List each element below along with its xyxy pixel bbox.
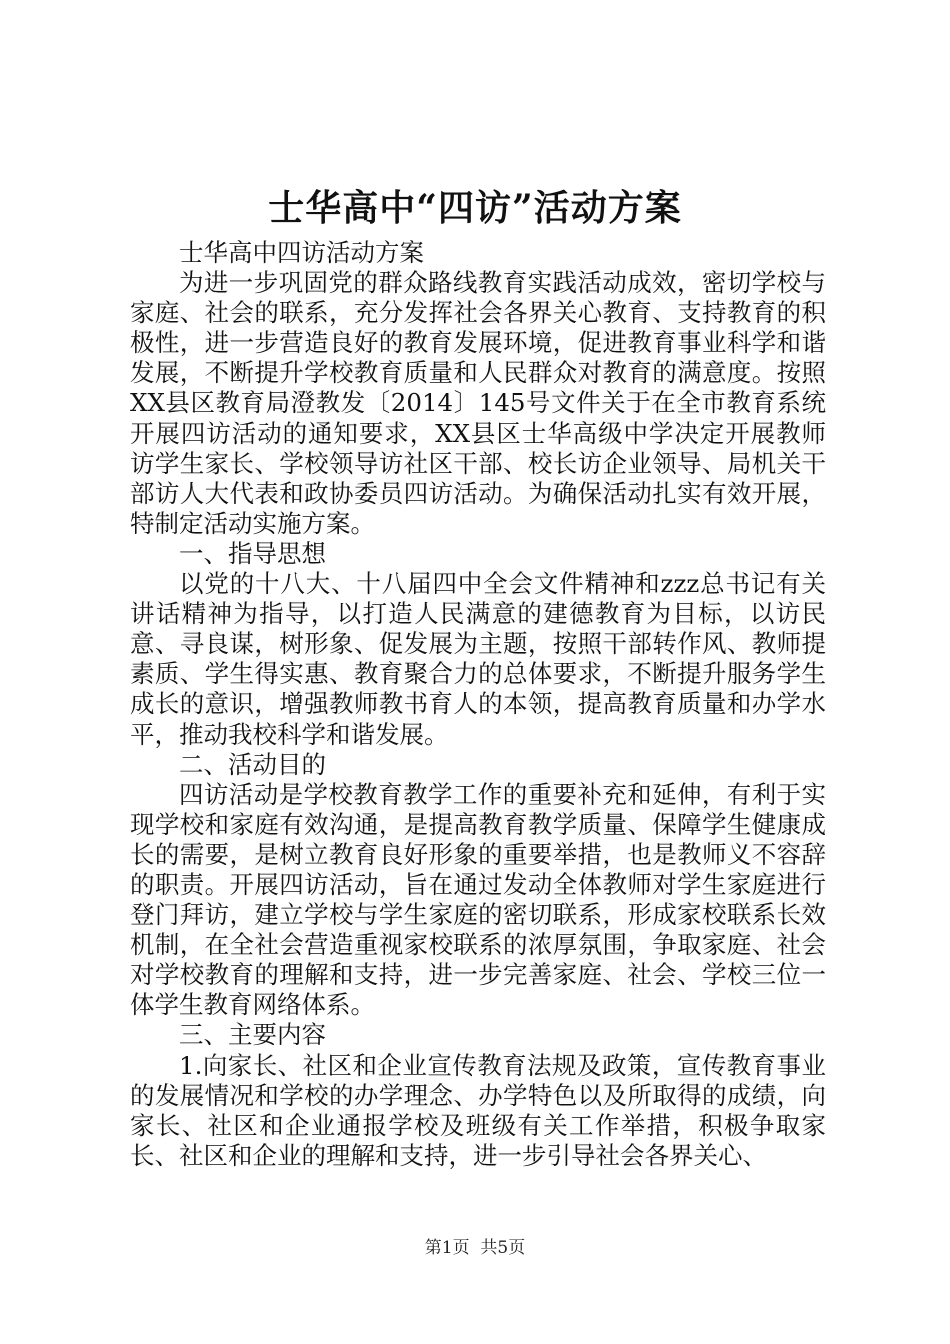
page-number: 第1页 [424, 1238, 470, 1258]
section-heading-guiding-ideology: 一、指导思想 [179, 538, 326, 568]
subtitle-paragraph: 士华高中四访活动方案 [179, 238, 424, 267]
main-content-item-1: 1.向家长、社区和企业宣传教育法规及政策，宣传教育事业的发展情况和学校的办学理念、办学特色以及所取得的成绩，向家长、社区和企业通报学校及班级有关工作举措，积极争取家长、社区和企业的理解和支持，进一步引导社会各界关心、 [130, 1050, 826, 1170]
page-footer [0, 1236, 950, 1260]
section-heading-purpose: 二、活动目的 [179, 749, 326, 779]
page-total: 共5页 [480, 1238, 526, 1258]
section-heading-main-content: 三、主要内容 [179, 1020, 326, 1050]
purpose-paragraph: 四访活动是学校教育教学工作的重要补充和延伸，有利于实现学校和家庭有效沟通，是提高教育教学质量、保障学生健康成长的需要，是树立教育良好形象的重要举措，也是教师义不容辞的职责。开展四访活动，旨在通过发动全体教师对学生家庭进行登门拜访，建立学校与学生家庭的密切联系，形成家校联系长效机制，在全社会营造重视家校联系的浓厚氛围，争取家庭、社会对学校教育的理解和支持，进一步完善家庭、社会、学校三位一体学生教育网络体系。 [130, 779, 826, 1020]
document-body [130, 238, 826, 1171]
guiding-ideology-paragraph: 以党的十八大、十八届四中全会文件精神和zzz总书记有关讲话精神为指导，以打造人民满意的建德教育为目标，以访民意、寻良谋，树形象、促发展为主题，按照干部转作风、教师提素质、学生得实惠、教育聚合力的总体要求，不断提升服务学生成长的意识，增强教师教书育人的本领，提高教育质量和办学水平，推动我校科学和谐发展。 [130, 569, 826, 749]
intro-paragraph: 为进一步巩固党的群众路线教育实践活动成效，密切学校与家庭、社会的联系，充分发挥社会各界关心教育、支持教育的积极性，进一步营造良好的教育发展环境，促进教育事业科学和谐发展，不断提升学校教育质量和人民群众对教育的满意度。按照XX县区教育局澄教发〔2014〕145号文件关于在全市教育系统开展四访活动的通知要求，XX县区士华高级中学决定开展教师访学生家长、学校领导访社区干部、校长访企业领导、局机关干部访人大代表和政协委员四访活动。为确保活动扎实有效开展，特制定活动实施方案。 [130, 268, 826, 538]
document-title: 士华高中“四访”活动方案 [268, 187, 682, 229]
